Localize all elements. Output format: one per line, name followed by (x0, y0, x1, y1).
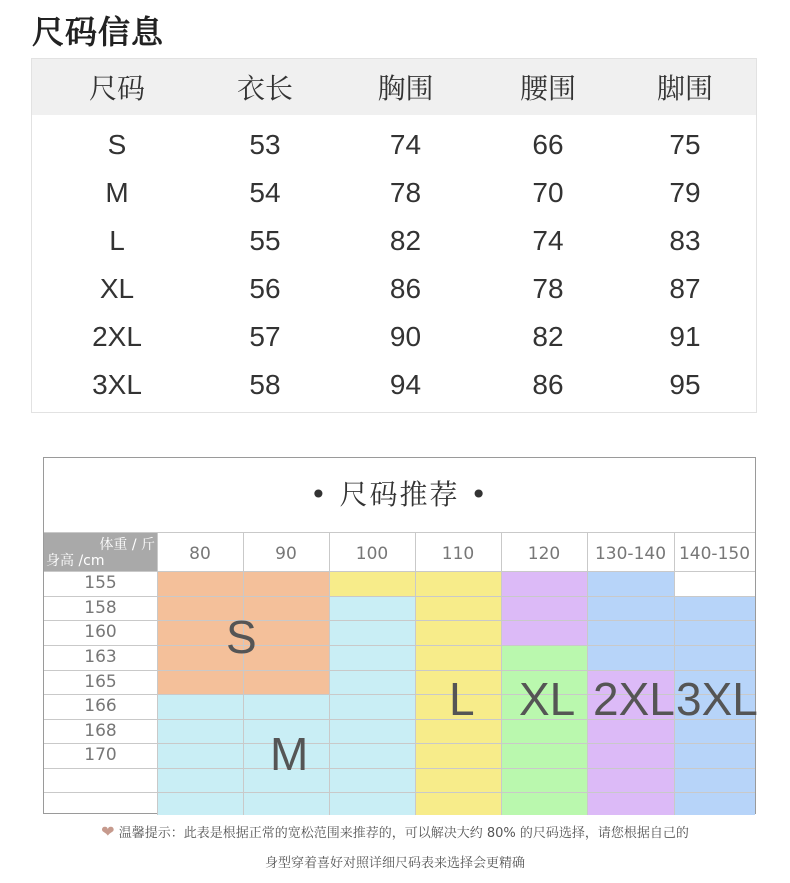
weight-label: 110 (441, 544, 475, 564)
weight-label: 140-150 (678, 544, 751, 564)
weight-label: 100 (355, 544, 389, 564)
height-label: 160 (84, 622, 117, 642)
grid-line (44, 596, 755, 597)
size-recommend-chart (43, 457, 756, 814)
size-cell: 58 (249, 369, 281, 400)
weight-label: 120 (527, 544, 561, 564)
size-cell: 86 (532, 369, 564, 400)
size-cell: M (105, 177, 129, 208)
tip-line-1 (0, 822, 790, 841)
size-cell: 74 (532, 225, 564, 256)
size-cell: 75 (669, 129, 701, 160)
grid-line (44, 532, 755, 533)
height-label (44, 768, 157, 792)
size-table-body (32, 115, 756, 409)
size-cell: 78 (532, 273, 564, 304)
size-cell: 90 (389, 321, 422, 352)
grid-line (587, 532, 588, 815)
size-cell: 82 (389, 225, 422, 256)
size-cell: 78 (389, 177, 422, 208)
size-cell: 54 (249, 177, 281, 208)
grid-line (44, 645, 755, 646)
zone-label-3xl: 3XL (676, 673, 758, 725)
height-label: 165 (84, 672, 117, 692)
grid-line (157, 532, 158, 815)
size-cell: 82 (532, 321, 564, 352)
height-label: 158 (84, 598, 117, 618)
tip-text-1: 温馨提示：此表是根据正常的宽松范围来推荐的，可以解决大约 80% 的尺码选择，请您根据自己的 (118, 826, 689, 841)
zone-l (329, 571, 415, 596)
height-label: 163 (84, 647, 117, 667)
size-row (32, 121, 756, 169)
size-cell: L (109, 225, 125, 256)
height-label (44, 792, 157, 815)
grid-line (415, 532, 416, 815)
zone-label-2xl: 2XL (593, 673, 675, 725)
size-cell: 94 (389, 369, 422, 400)
size-cell: 53 (249, 129, 281, 160)
size-row (32, 361, 756, 409)
heart-icon: ❤ (101, 822, 115, 841)
height-label: 170 (84, 745, 117, 765)
zone-label-m: M (270, 728, 309, 780)
zone-m (329, 571, 415, 815)
weight-label: 90 (275, 544, 297, 564)
header-waist: 腰围 (519, 73, 576, 104)
size-cell: 56 (249, 273, 281, 304)
grid-line (44, 792, 755, 793)
weight-label: 80 (189, 544, 211, 564)
grid-line (329, 532, 330, 815)
height-axis-label: 身高 /cm (46, 553, 105, 569)
section-title: 尺码信息 (32, 13, 165, 51)
grid-line (44, 743, 755, 744)
size-cell: 83 (669, 225, 701, 256)
size-cell: S (107, 129, 127, 160)
height-label: 166 (84, 696, 117, 716)
size-cell: 79 (669, 177, 701, 208)
header-hem: 脚围 (656, 73, 713, 104)
size-cell: 86 (389, 273, 422, 304)
size-cell: 74 (389, 129, 422, 160)
size-cell: 55 (249, 225, 281, 256)
grid-line (44, 571, 755, 572)
size-cell: 3XL (92, 369, 142, 400)
grid-line (44, 670, 755, 671)
header-size: 尺码 (88, 73, 145, 104)
zone-2xl (501, 571, 587, 645)
size-row (32, 169, 756, 217)
size-row (32, 265, 756, 313)
size-cell: 87 (669, 273, 701, 304)
size-row (32, 313, 756, 361)
grid-line (501, 532, 502, 815)
grid-line (44, 768, 755, 769)
axis-corner (44, 532, 157, 571)
recommend-title: • 尺码推荐 • (310, 478, 489, 511)
header-length: 衣长 (236, 73, 293, 104)
grid-line (44, 620, 755, 621)
size-cell: 2XL (92, 321, 142, 352)
size-cell: XL (99, 273, 135, 304)
grid-line (243, 532, 244, 815)
size-cell: 66 (532, 129, 564, 160)
size-row (32, 217, 756, 265)
height-label: 155 (84, 573, 117, 593)
zone-label-s: S (226, 611, 257, 663)
size-cell: 70 (532, 177, 564, 208)
size-table (31, 58, 757, 413)
weight-axis-label: 体重 / 斤 (99, 537, 155, 553)
size-cell: 91 (669, 321, 701, 352)
size-table-header (32, 59, 756, 115)
header-chest: 胸围 (377, 73, 434, 104)
size-cell: 95 (669, 369, 701, 400)
size-cell: 57 (249, 321, 281, 352)
height-label: 168 (84, 721, 117, 741)
zone-label-l: L (449, 673, 475, 725)
tip-text-2: 身型穿着喜好对照详细尺码表来选择会更精确 (264, 856, 525, 871)
weight-label: 130-140 (594, 544, 667, 564)
zone-label-xl: XL (519, 673, 576, 725)
